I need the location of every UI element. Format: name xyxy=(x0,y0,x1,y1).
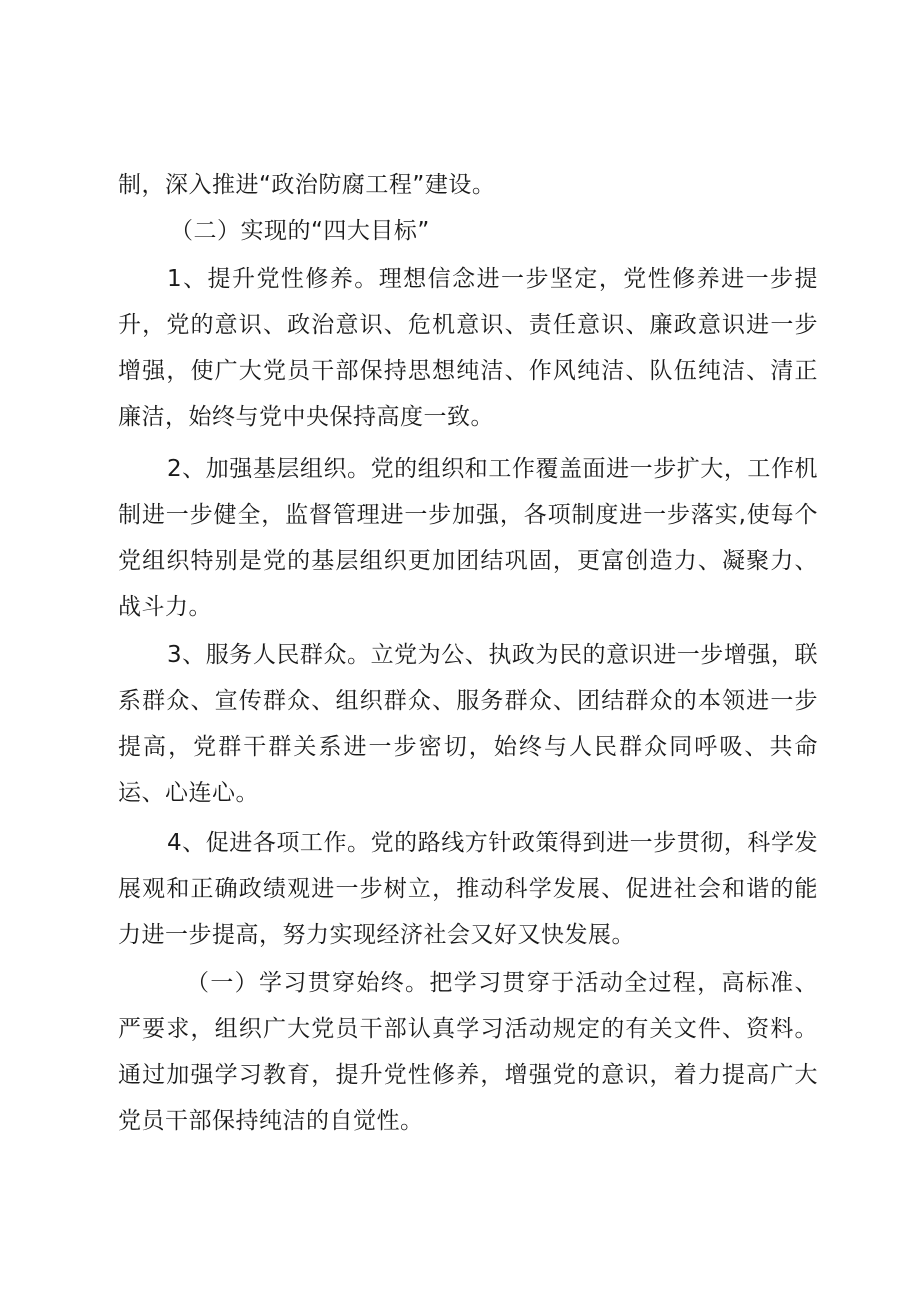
paragraph-continuation: 制，深入推进“政治防腐工程”建设。 xyxy=(118,172,496,198)
paragraph-study-throughout: （一）学习贯穿始终。把学习贯穿于活动全过程，高标准、严要求，组织广大党员干部认真学习活动规定的有关文件、资料。通过加强学习教育，提升党性修养，增强党的意识，着力提高广大党员干部保持纯洁的自觉性。 xyxy=(118,970,818,1134)
paragraph-goal-2: 2、加强基层组织。党的组织和工作覆盖面进一步扩大，工作机制进一步健全，监督管理进一步加强，各项制度进一步落实,使每个党组织特别是党的基层组织更加团结巩固，更富创造力、凝聚力、战斗力。 xyxy=(118,456,818,620)
section-heading-four-goals: （二）实现的“四大目标” xyxy=(170,218,430,244)
paragraph-goal-4: 4、促进各项工作。党的路线方针政策得到进一步贯彻，科学发展观和正确政绩观进一步树立，推动科学发展、促进社会和谐的能力进一步提高，努力实现经济社会又好又快发展。 xyxy=(118,830,818,948)
paragraph-goal-1: 1、提升党性修养。理想信念进一步坚定，党性修养进一步提升，党的意识、政治意识、危机意识、责任意识、廉政意识进一步增强，使广大党员干部保持思想纯洁、作风纯洁、队伍纯洁、清正廉洁，始终与党中央保持高度一致。 xyxy=(118,266,818,430)
paragraph-goal-3: 3、服务人民群众。立党为公、执政为民的意识进一步增强，联系群众、宣传群众、组织群众、服务群众、团结群众的本领进一步提高，党群干群关系进一步密切，始终与人民群众同呼吸、共命运、心连心。 xyxy=(118,642,818,806)
